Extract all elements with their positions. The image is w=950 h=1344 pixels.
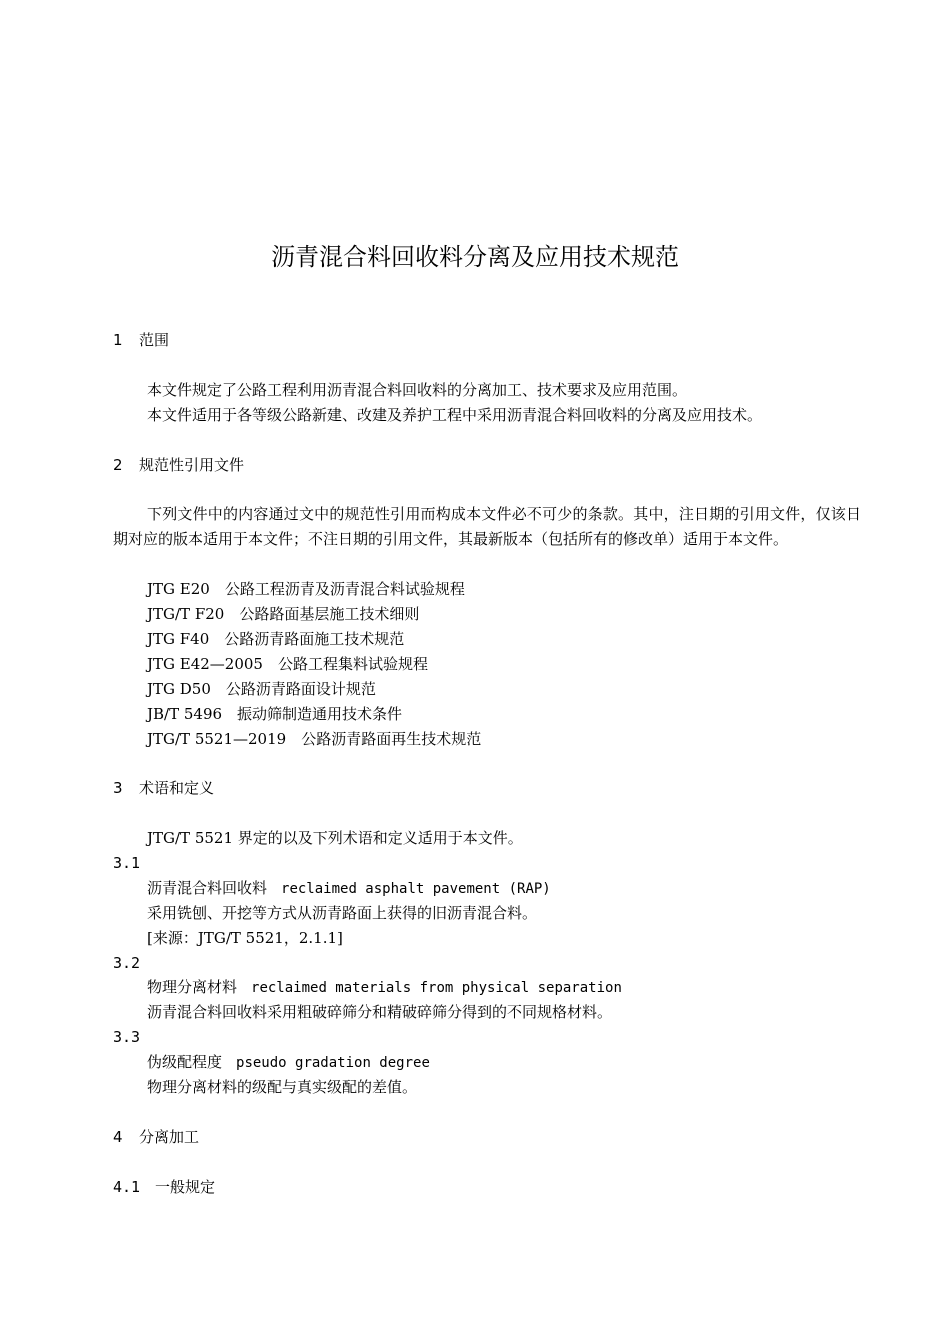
term-heading — [147, 1051, 430, 1074]
section-number: 4 — [113, 1128, 123, 1146]
section-number: 2 — [113, 456, 123, 474]
reference-item — [147, 653, 428, 675]
section-number: 3 — [113, 779, 123, 797]
section-1-heading — [113, 329, 169, 351]
reference-item — [147, 678, 376, 700]
term-definition: 物理分离材料的级配与真实级配的差值。 — [147, 1078, 418, 1096]
term-heading — [147, 976, 622, 999]
term-number: 3.3 — [113, 1028, 141, 1046]
section-4-heading — [113, 1126, 199, 1148]
section-2-intro: 下列文件中的内容通过文中的规范性引用而构成本文件必不可少的条款。其中，注日期的引用文件，仅该日期对应的版本适用于本文件；不注日期的引用文件，其最新版本（包括所有的修改单）适用于本文件。 — [113, 505, 861, 548]
reference-item — [147, 628, 404, 650]
term-chinese: 物理分离材料 — [147, 978, 238, 996]
term-heading — [147, 877, 551, 900]
reference-name: 公路路面基层施工技术细则 — [239, 605, 420, 623]
subsection-4-1-heading — [113, 1176, 215, 1198]
section-3-heading — [113, 777, 214, 799]
reference-item — [147, 703, 402, 725]
section-1-paragraph-2: 本文件适用于各等级公路新建、改建及养护工程中采用沥青混合料回收料的分离及应用技术。 — [147, 406, 763, 424]
reference-name: 公路工程集料试验规程 — [277, 655, 428, 673]
term-definition: 采用铣刨、开挖等方式从沥青路面上获得的旧沥青混合料。 — [147, 904, 538, 922]
section-3-intro: JTG/T 5521 界定的以及下列术语和定义适用于本文件。 — [147, 829, 523, 847]
reference-item — [147, 578, 465, 600]
term-number: 3.2 — [113, 954, 141, 972]
subsection-title: 一般规定 — [155, 1178, 216, 1196]
section-title: 分离加工 — [139, 1128, 200, 1146]
reference-name: 公路沥青路面设计规范 — [225, 680, 376, 698]
reference-code: JTG/T F20 — [147, 605, 225, 623]
reference-code: JTG E20 — [147, 580, 210, 598]
section-title: 术语和定义 — [139, 779, 215, 797]
term-chinese: 沥青混合料回收料 — [147, 879, 268, 897]
term-english: reclaimed asphalt pavement (RAP) — [281, 881, 551, 897]
term-number: 3.1 — [113, 854, 141, 872]
document-title: 沥青混合料回收料分离及应用技术规范 — [271, 243, 679, 271]
reference-item — [147, 603, 419, 625]
term-chinese: 伪级配程度 — [147, 1053, 223, 1071]
reference-code: JB/T 5496 — [147, 705, 223, 723]
reference-name: 公路沥青路面施工技术规范 — [224, 630, 405, 648]
subsection-number: 4.1 — [113, 1178, 141, 1196]
section-title: 范围 — [139, 331, 170, 349]
section-1-paragraph-1: 本文件规定了公路工程利用沥青混合料回收料的分离加工、技术要求及应用范围。 — [147, 381, 688, 399]
term-definition: 沥青混合料回收料采用粗破碎筛分和精破碎筛分得到的不同规格材料。 — [147, 1003, 613, 1021]
term-english: reclaimed materials from physical separation — [251, 980, 622, 996]
section-2-heading — [113, 454, 244, 476]
reference-item — [147, 728, 481, 750]
reference-name: 公路工程沥青及沥青混合料试验规程 — [224, 580, 465, 598]
reference-code: JTG F40 — [147, 630, 210, 648]
reference-code: JTG D50 — [147, 680, 211, 698]
section-number: 1 — [113, 331, 123, 349]
section-title: 规范性引用文件 — [139, 456, 245, 474]
reference-name: 振动筛制造通用技术条件 — [237, 705, 403, 723]
reference-code: JTG/T 5521—2019 — [147, 730, 287, 748]
reference-code: JTG E42—2005 — [147, 655, 263, 673]
term-english: pseudo gradation degree — [236, 1055, 430, 1071]
term-source: [来源：JTG/T 5521，2.1.1] — [147, 929, 343, 947]
reference-name: 公路沥青路面再生技术规范 — [301, 730, 482, 748]
